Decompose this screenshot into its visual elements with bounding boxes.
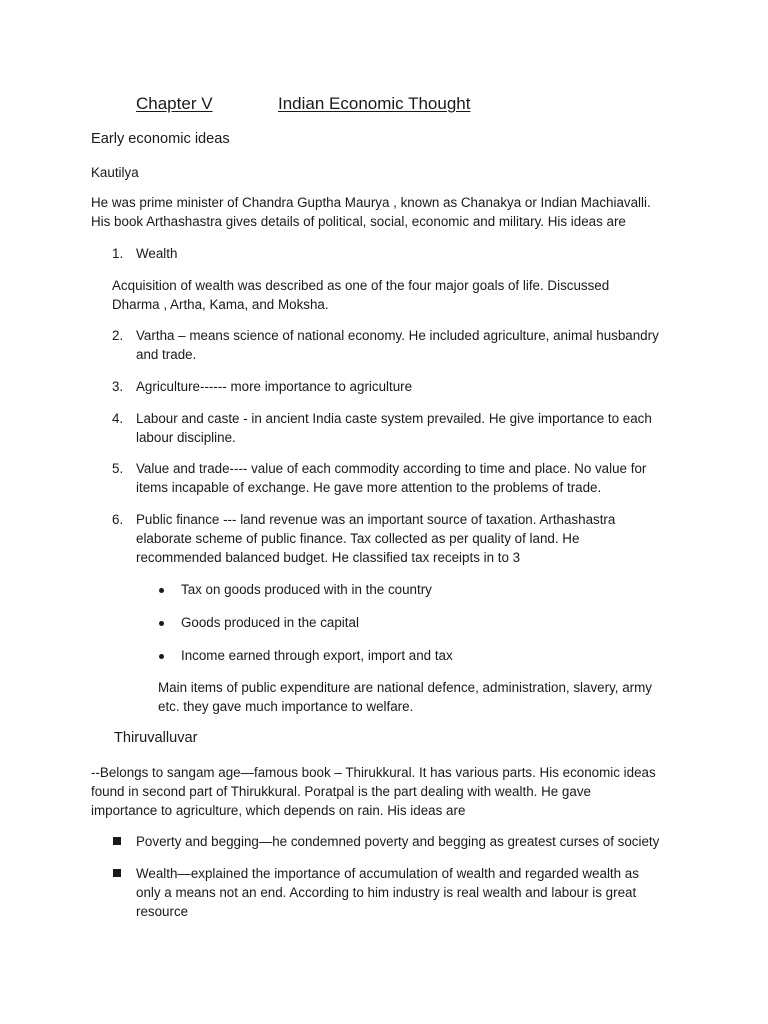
thiruvalluvar-heading: Thiruvalluvar: [114, 730, 198, 746]
list-number: 5.: [112, 461, 124, 476]
list-number: 4.: [112, 411, 124, 426]
tax-receipt-item: Income earned through export, import and tax: [181, 648, 453, 663]
expenditure-paragraph: [158, 678, 652, 716]
intro-line: --Belongs to sangam age—famous book – Thirukkural. It has various parts. His economic ideas: [91, 765, 656, 780]
kautilya-heading: Kautilya: [91, 165, 139, 180]
list-item-agriculture: [136, 377, 412, 396]
wealth-description: [112, 276, 609, 314]
list-item-wealth: [136, 244, 177, 263]
list-item-text: and trade.: [136, 347, 197, 362]
list-item-text: items incapable of exchange. He gave more attention to the problems of trade.: [136, 480, 602, 495]
square-bullet-icon: [113, 869, 121, 877]
title-underline-gap: [180, 93, 278, 115]
bullet-icon: [159, 654, 164, 659]
list-item-text: Public finance --- land revenue was an important source of taxation. Arthashastra: [136, 512, 616, 527]
list-item-text: Agriculture------ more importance to agriculture: [136, 379, 413, 394]
paragraph-line: etc. they gave much importance to welfare.: [158, 699, 414, 714]
list-item-vartha: [136, 326, 659, 364]
kautilya-intro: [91, 193, 651, 231]
thiruvalluvar-intro: [91, 763, 656, 820]
list-number: 3.: [112, 379, 124, 394]
idea-text: resource: [136, 904, 189, 919]
list-item-text: Labour and caste - in ancient India caste system prevailed. He give importance to each: [136, 411, 652, 426]
list-item-text: Value and trade---- value of each commodity according to time and place. No value for: [136, 461, 647, 476]
tax-receipt-item: Tax on goods produced with in the country: [181, 582, 432, 597]
list-item-public-finance: [136, 510, 615, 567]
list-item-text: labour discipline.: [136, 430, 236, 445]
idea-wealth: [136, 864, 639, 921]
intro-line: He was prime minister of Chandra Guptha Maurya , known as Chanakya or Indian Machiavalli.: [91, 195, 651, 210]
chapter-label: Chapter V: [136, 94, 213, 113]
idea-poverty-begging: [136, 832, 659, 851]
chapter-title: Indian Economic Thought: [278, 94, 471, 113]
idea-text: Poverty and begging—he condemned poverty and begging as greatest curses of society: [136, 834, 660, 849]
tax-receipt-item: Goods produced in the capital: [181, 615, 359, 630]
list-item-text: Vartha – means science of national economy. He included agriculture, animal husbandry: [136, 328, 659, 343]
bullet-icon: [159, 588, 164, 593]
list-number: 2.: [112, 328, 124, 343]
idea-text: only a means not an end. According to him industry is real wealth and labour is great: [136, 885, 637, 900]
bullet-icon: [159, 621, 164, 626]
intro-line: importance to agriculture, which depends on rain. His ideas are: [91, 803, 466, 818]
paragraph-line: Acquisition of wealth was described as one of the four major goals of life. Discussed: [112, 278, 610, 293]
list-number: 1.: [112, 246, 124, 261]
idea-text: Wealth—explained the importance of accumulation of wealth and regarded wealth as: [136, 866, 639, 881]
list-item-labour: [136, 409, 652, 447]
paragraph-line: Dharma , Artha, Kama, and Moksha.: [112, 297, 329, 312]
list-item-text: elaborate scheme of public finance. Tax collected as per quality of land. He: [136, 531, 580, 546]
section-heading: Early economic ideas: [91, 131, 230, 147]
list-number: 6.: [112, 512, 124, 527]
list-item-text: recommended balanced budget. He classified tax receipts in to 3: [136, 550, 521, 565]
square-bullet-icon: [113, 837, 121, 845]
paragraph-line: Main items of public expenditure are national defence, administration, slavery, army: [158, 680, 652, 695]
list-item-value-trade: [136, 459, 646, 497]
intro-line: His book Arthashastra gives details of political, social, economic and military. His ideas are: [91, 214, 626, 229]
list-item-text: Wealth: [136, 246, 178, 261]
intro-line: found in second part of Thirukkural. Poratpal is the part dealing with wealth. He gave: [91, 784, 591, 799]
